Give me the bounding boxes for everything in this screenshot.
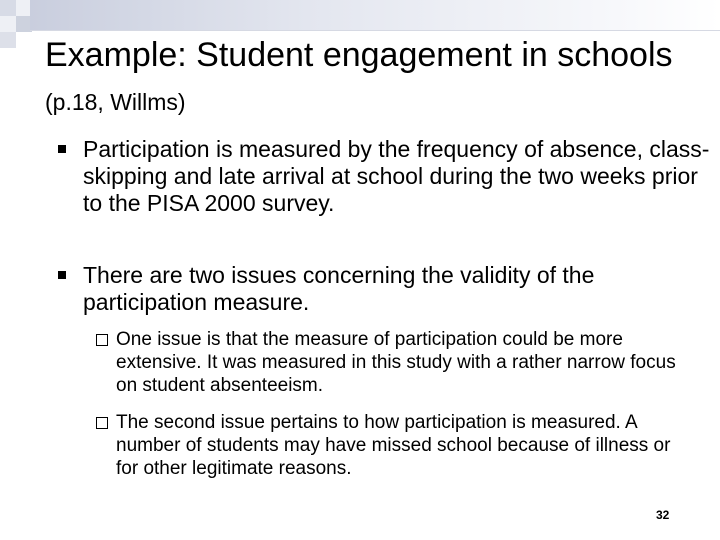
sub-bullet-text: The second issue pertains to how participation is measured. A number of students may have missed school because of illness or for other legitimate reasons. [116,412,671,479]
hollow-square-bullet-icon [96,334,108,346]
header-gradient-bar [30,0,720,30]
title-main: Example: Student engagement in schools [45,36,673,74]
sub-bullet-text: One issue is that the measure of participation could be more extensive. It was measured in this study with a rather narrow focus on student absenteeism. [116,329,676,396]
bullet-text: Participation is measured by the frequency of absence, class-skipping and late arrival at school during the two weeks prior to the PISA 2000 survey. [83,136,710,216]
header-divider [30,30,720,31]
slide-title [45,33,695,124]
square-bullet-icon [58,145,66,153]
square-bullet-icon [58,271,66,279]
hollow-square-bullet-icon [96,417,108,429]
bullet-text: There are two issues concerning the validity of the participation measure. [83,262,595,315]
title-reference: (p.18, Willms) [45,89,186,115]
page-number: 32 [656,508,670,522]
